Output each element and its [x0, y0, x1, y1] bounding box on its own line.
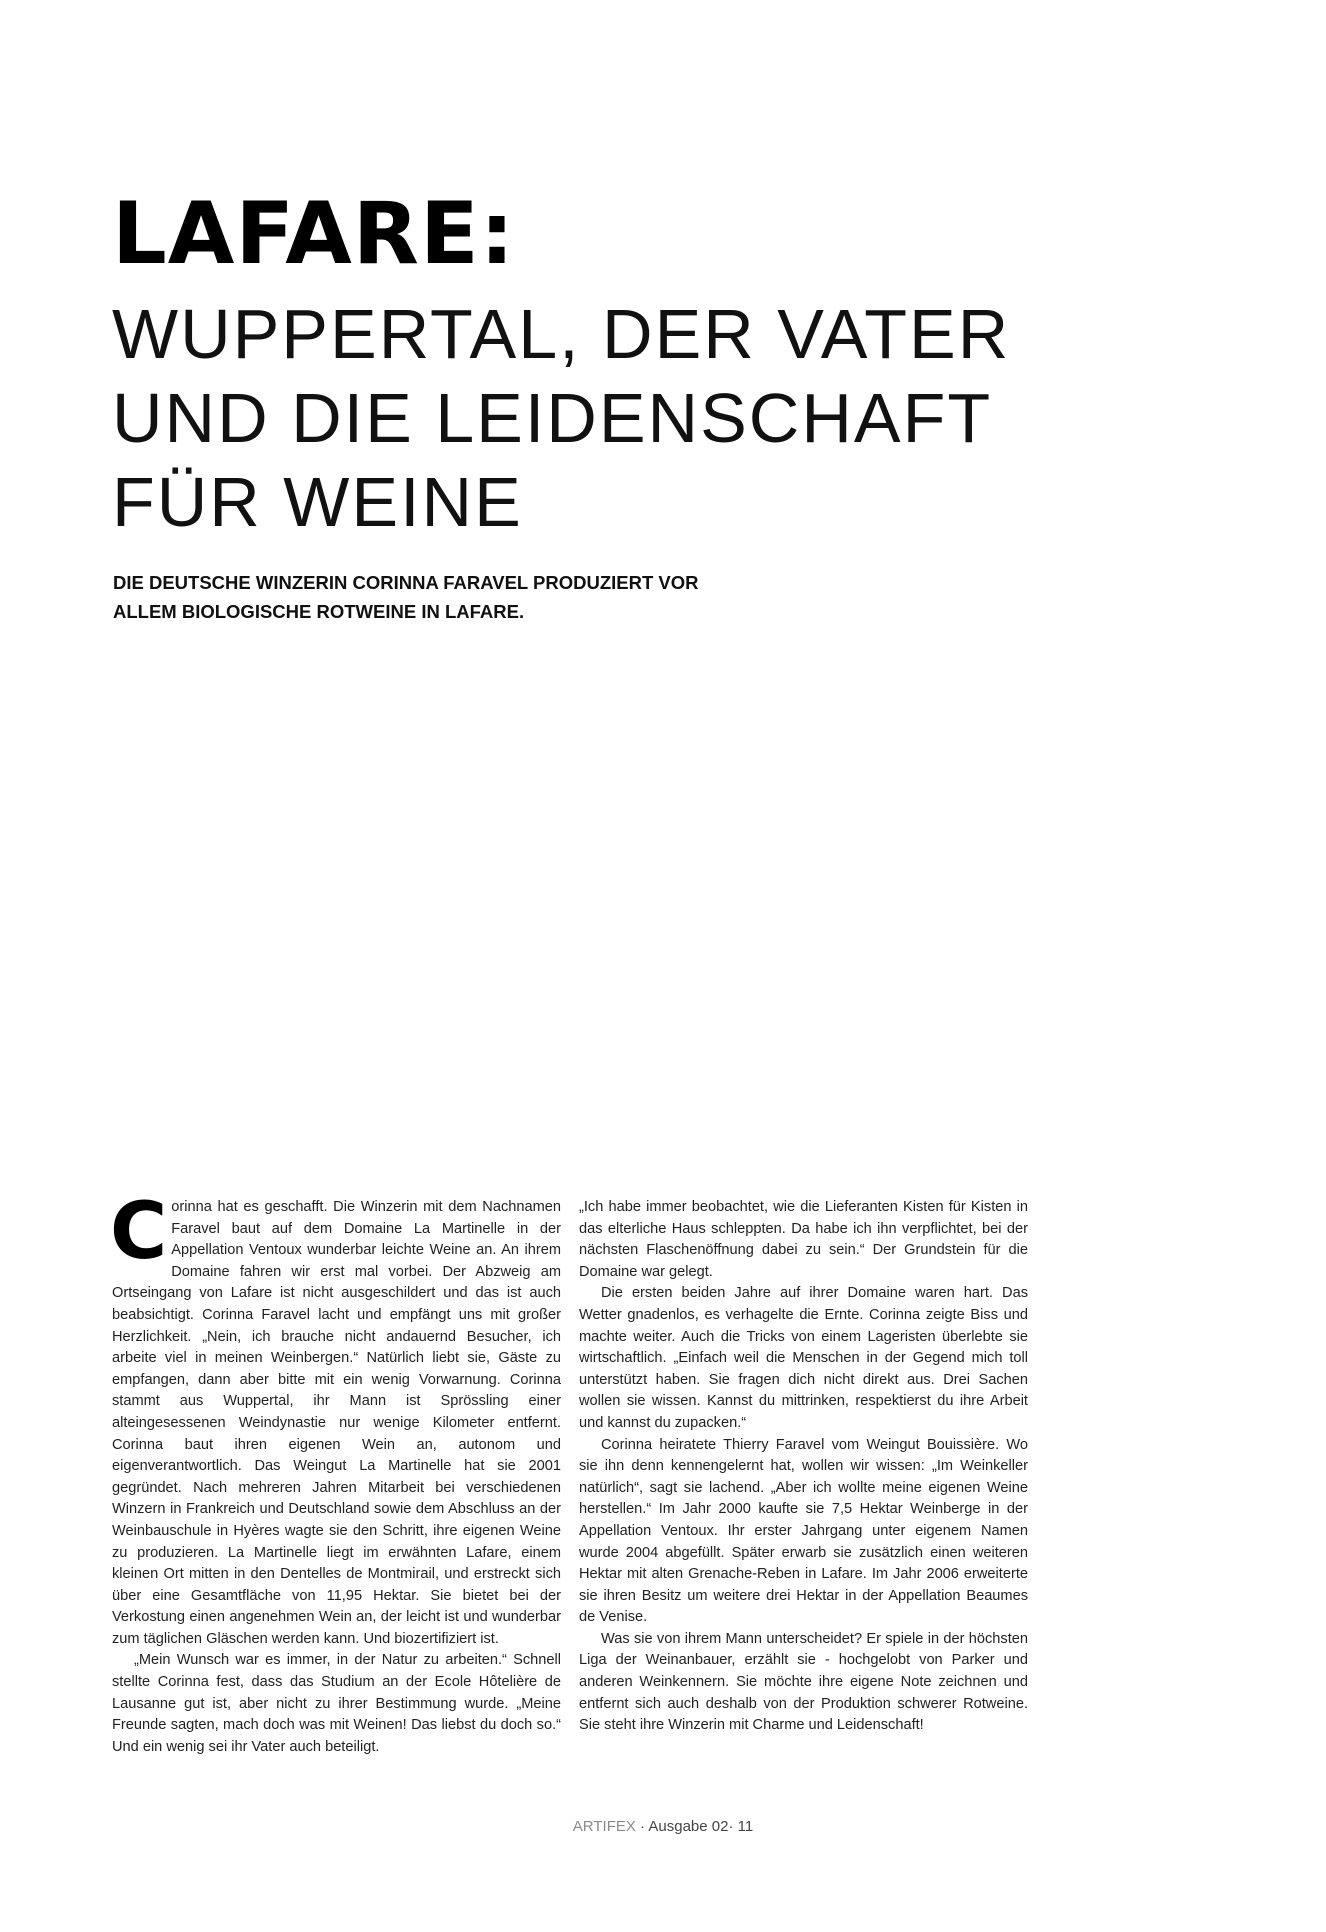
body-column-left [110, 1187, 561, 1758]
body-paragraph: Was sie von ihrem Mann unterscheidet? Er spiele in der höchsten Liga der Weinanbauer, erzählt sie - hochgelobt von Parker und anderen Weinkennern. Sie möchte ihre eigene Note zeichnen und entfernt sich auch deshalb von der Produktion schwerer Rotweine. Sie steht ihre Winzerin mit Charme und Leidenschaft! [579, 1630, 1028, 1734]
issue-and-page: · Ausgabe 02· 11 [635, 1818, 754, 1835]
subheadline-line: UND DIE LEIDENSCHAFT [112, 379, 993, 457]
body-column-right [579, 1197, 1028, 1737]
headline: LAFARE: [112, 184, 516, 284]
page-footer [0, 1818, 1326, 1835]
body-paragraph-text: orinna hat es geschafft. Die Winzerin mit dem Nachnamen Faravel baut auf dem Domaine La Martinelle in der Appellation Ventoux wunderbar leichte Weine an. An ihrem Domaine fahren wir erst mal vorbei. Der Abzweig am Ortseingang von Lafare ist nicht ausgeschildert und das ist auch beabsichtigt. Corinna Faravel lacht und empfängt uns mit großer Herzlichkeit. „Nein, ich brauche nicht andauernd Besucher, ich arbeite viel in meinen Weinbergen.“ Natürlich liebt sie, Gäste zu empfangen, dann aber bitte mit ein wenig Vorwarnung. Corinna stammt aus Wuppertal, ihr Mann ist Sprössling einer alteingesessenen Weindynastie nur wenige Kilometer entfernt. Corinna baut ihren eigenen Wein an, autonom und eigenverantwortlich. Das Weingut La Martinelle hat sie 2001 gegründet. Nach mehreren Jahren Mitarbeit bei verschiedenen Winzern in Frankreich und Deutschland sowie dem Abschluss an der Weinbauschule in Hyères wagte sie den Schritt, ihre eigenen Weine zu produzieren. La Martinelle liegt im erwähnten Lafare, einem kleinen Ort mitten in den Dentelles de Montmirail, und erstreckt sich über eine Gesamtfläche von 11,95 Hektar. Sie bietet bei der Verkostung einen angenehmen Wein an, der leicht ist und wunderbar zum täglichen Gläschen werden kann. Und biozertifiziert ist. [112, 1199, 561, 1647]
subheadline [112, 292, 1112, 544]
lead-line: DIE DEUTSCHE WINZERIN CORINNA FARAVEL PRODUZIERT VOR [113, 572, 699, 593]
lead-line: ALLEM BIOLOGISCHE ROTWEINE IN LAFARE. [113, 601, 525, 622]
subheadline-line: WUPPERTAL, DER VATER [112, 295, 1011, 373]
body-paragraph: Die ersten beiden Jahre auf ihrer Domaine waren hart. Das Wetter gnadenlos, es verhagelte die Ernte. Corinna zeigte Biss und machte weiter. Auch die Tricks von einem Lageristen überlebte sie wirtschaftlich. „Einfach weil die Menschen in der Gegend mich toll unterstützt haben. Sie fragen dich nicht direkt aus. Drei Sachen wollen sie wissen. Kannst du mittrinken, respektierst du ihre Arbeit und kannst du zupacken.“ [579, 1285, 1028, 1431]
magazine-brand: ARTIFEX [572, 1818, 636, 1835]
body-paragraph [110, 1187, 561, 1650]
drop-cap: C [110, 1187, 168, 1277]
lead-paragraph [113, 568, 813, 626]
body-paragraph: „Ich habe immer beobachtet, wie die Lieferanten Kisten für Kisten in das elterliche Haus schleppten. Da habe ich ihn verpflichtet, bei der nächsten Flaschenöffnung dabei zu sein.“ Der Grundstein für die Domaine war gelegt. [579, 1199, 1028, 1280]
body-paragraph: Corinna heiratete Thierry Faravel vom Weingut Bouissière. Wo sie ihn denn kennengelernt hat, wollen wir wissen: „Im Weinkeller natürlich“, sagt sie lachend. „Aber ich wollte meine eigenen Weine herstellen.“ Im Jahr 2000 kaufte sie 7,5 Hektar Weinberge in der Appellation Ventoux. Ihr erster Jahrgang unter eigenem Namen wurde 2004 abgefüllt. Später erwarb sie zusätzlich einen weiteren Hektar mit alten Grenache-Reben in Lafare. Im Jahr 2006 erweiterte sie ihren Besitz um weitere drei Hektar in der Appellation Beaumes de Venise. [579, 1436, 1028, 1626]
body-paragraph: „Mein Wunsch war es immer, in der Natur zu arbeiten.“ Schnell stellte Corinna fest, dass das Studium an der Ecole Hôtelière de Lausanne gut ist, aber nicht zu ihrer Bestimmung wurde. „Meine Freunde sagten, mach doch was mit Weinen! Das liebst du doch so.“ Und ein wenig sei ihr Vater auch beteiligt. [112, 1652, 561, 1755]
subheadline-line: FÜR WEINE [112, 463, 523, 541]
